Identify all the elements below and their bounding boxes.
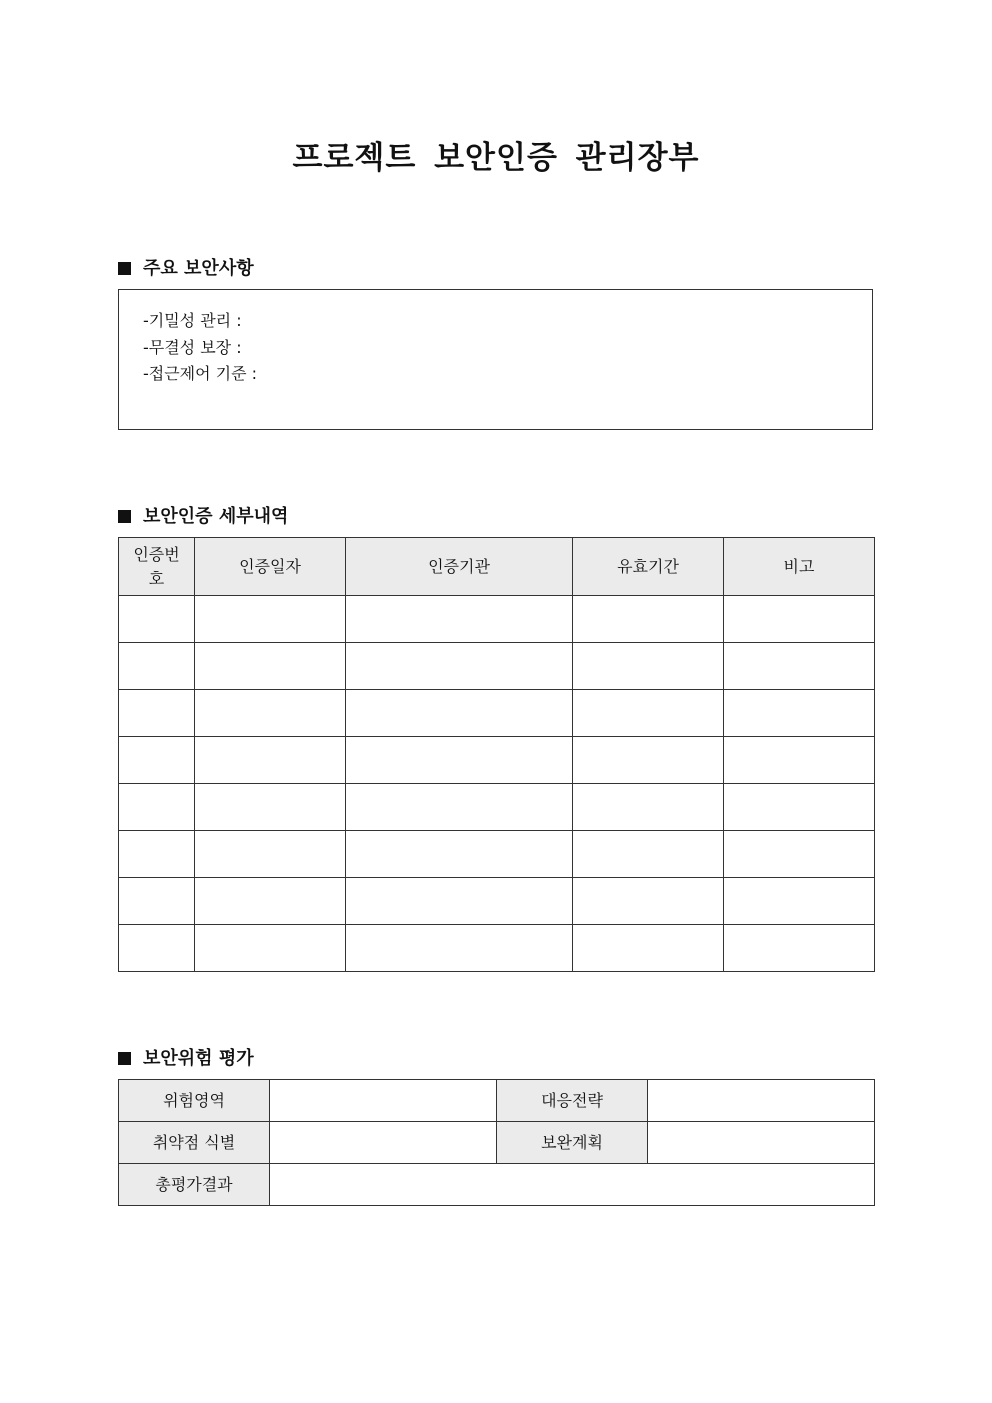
note-access-control: -접근제어 기준 : (143, 364, 258, 383)
table-cell[interactable] (195, 737, 346, 784)
security-notes-box (118, 289, 873, 430)
value-response-strategy[interactable] (648, 1080, 875, 1122)
table-cell[interactable] (195, 596, 346, 643)
table-cell[interactable] (119, 878, 195, 925)
risk-table (118, 1079, 875, 1206)
section-heading-cert (118, 502, 288, 528)
table-row (119, 1164, 875, 1206)
cert-table-header-row (119, 538, 875, 596)
label-overall-result: 총평가결과 (119, 1164, 270, 1206)
col-header-cert-date: 인증일자 (195, 538, 346, 596)
section-heading-risk-label: 보안위험 평가 (143, 1048, 254, 1069)
value-vulnerability[interactable] (270, 1122, 497, 1164)
note-confidentiality: -기밀성 관리 : (143, 311, 242, 330)
note-integrity: -무결성 보장 : (143, 337, 242, 357)
table-cell[interactable] (573, 878, 724, 925)
col-header-validity: 유효기간 (573, 538, 724, 596)
square-bullet-icon (118, 262, 131, 275)
table-cell[interactable] (195, 831, 346, 878)
table-row (119, 690, 875, 737)
table-cell[interactable] (195, 784, 346, 831)
table-cell[interactable] (195, 878, 346, 925)
section-heading-cert-label: 보안인증 세부내역 (143, 506, 289, 527)
table-cell[interactable] (346, 784, 573, 831)
table-cell[interactable] (573, 784, 724, 831)
table-row (119, 737, 875, 784)
table-cell[interactable] (724, 784, 875, 831)
col-header-cert-number: 인증번호 (119, 538, 195, 596)
table-row (119, 643, 875, 690)
table-row (119, 1080, 875, 1122)
table-row (119, 878, 875, 925)
table-cell[interactable] (346, 878, 573, 925)
table-cell[interactable] (346, 831, 573, 878)
table-row (119, 831, 875, 878)
label-response-strategy: 대응전략 (497, 1080, 648, 1122)
table-cell[interactable] (346, 925, 573, 972)
table-cell[interactable] (724, 737, 875, 784)
table-cell[interactable] (119, 831, 195, 878)
table-cell[interactable] (119, 925, 195, 972)
table-row (119, 925, 875, 972)
table-cell[interactable] (346, 643, 573, 690)
table-cell[interactable] (119, 737, 195, 784)
section-heading-security (118, 254, 254, 280)
table-cell[interactable] (195, 690, 346, 737)
table-cell[interactable] (346, 737, 573, 784)
square-bullet-icon (118, 1052, 131, 1065)
table-cell[interactable] (573, 737, 724, 784)
table-cell[interactable] (195, 925, 346, 972)
value-supplement-plan[interactable] (648, 1122, 875, 1164)
table-cell[interactable] (119, 690, 195, 737)
label-risk-area: 위험영역 (119, 1080, 270, 1122)
table-cell[interactable] (724, 643, 875, 690)
label-supplement-plan: 보완계획 (497, 1122, 648, 1164)
table-cell[interactable] (573, 643, 724, 690)
col-header-cert-agency: 인증기관 (346, 538, 573, 596)
value-overall-result[interactable] (270, 1164, 875, 1206)
table-cell[interactable] (724, 690, 875, 737)
table-row (119, 596, 875, 643)
table-row (119, 1122, 875, 1164)
table-cell[interactable] (119, 596, 195, 643)
document-title: 프로젝트 보안인증 관리장부 (292, 140, 700, 176)
label-vulnerability: 취약점 식별 (119, 1122, 270, 1164)
table-cell[interactable] (573, 925, 724, 972)
table-cell[interactable] (119, 784, 195, 831)
table-cell[interactable] (724, 878, 875, 925)
table-cell[interactable] (346, 690, 573, 737)
section-heading-security-label: 주요 보안사항 (143, 258, 254, 279)
section-heading-risk (118, 1044, 254, 1070)
value-risk-area[interactable] (270, 1080, 497, 1122)
table-cell[interactable] (573, 596, 724, 643)
table-cell[interactable] (195, 643, 346, 690)
col-header-remarks: 비고 (724, 538, 875, 596)
table-cell[interactable] (119, 643, 195, 690)
table-cell[interactable] (724, 831, 875, 878)
table-cell[interactable] (724, 596, 875, 643)
table-cell[interactable] (724, 925, 875, 972)
square-bullet-icon (118, 510, 131, 523)
table-cell[interactable] (346, 596, 573, 643)
table-cell[interactable] (573, 690, 724, 737)
table-row (119, 784, 875, 831)
cert-table (118, 537, 875, 972)
table-cell[interactable] (573, 831, 724, 878)
